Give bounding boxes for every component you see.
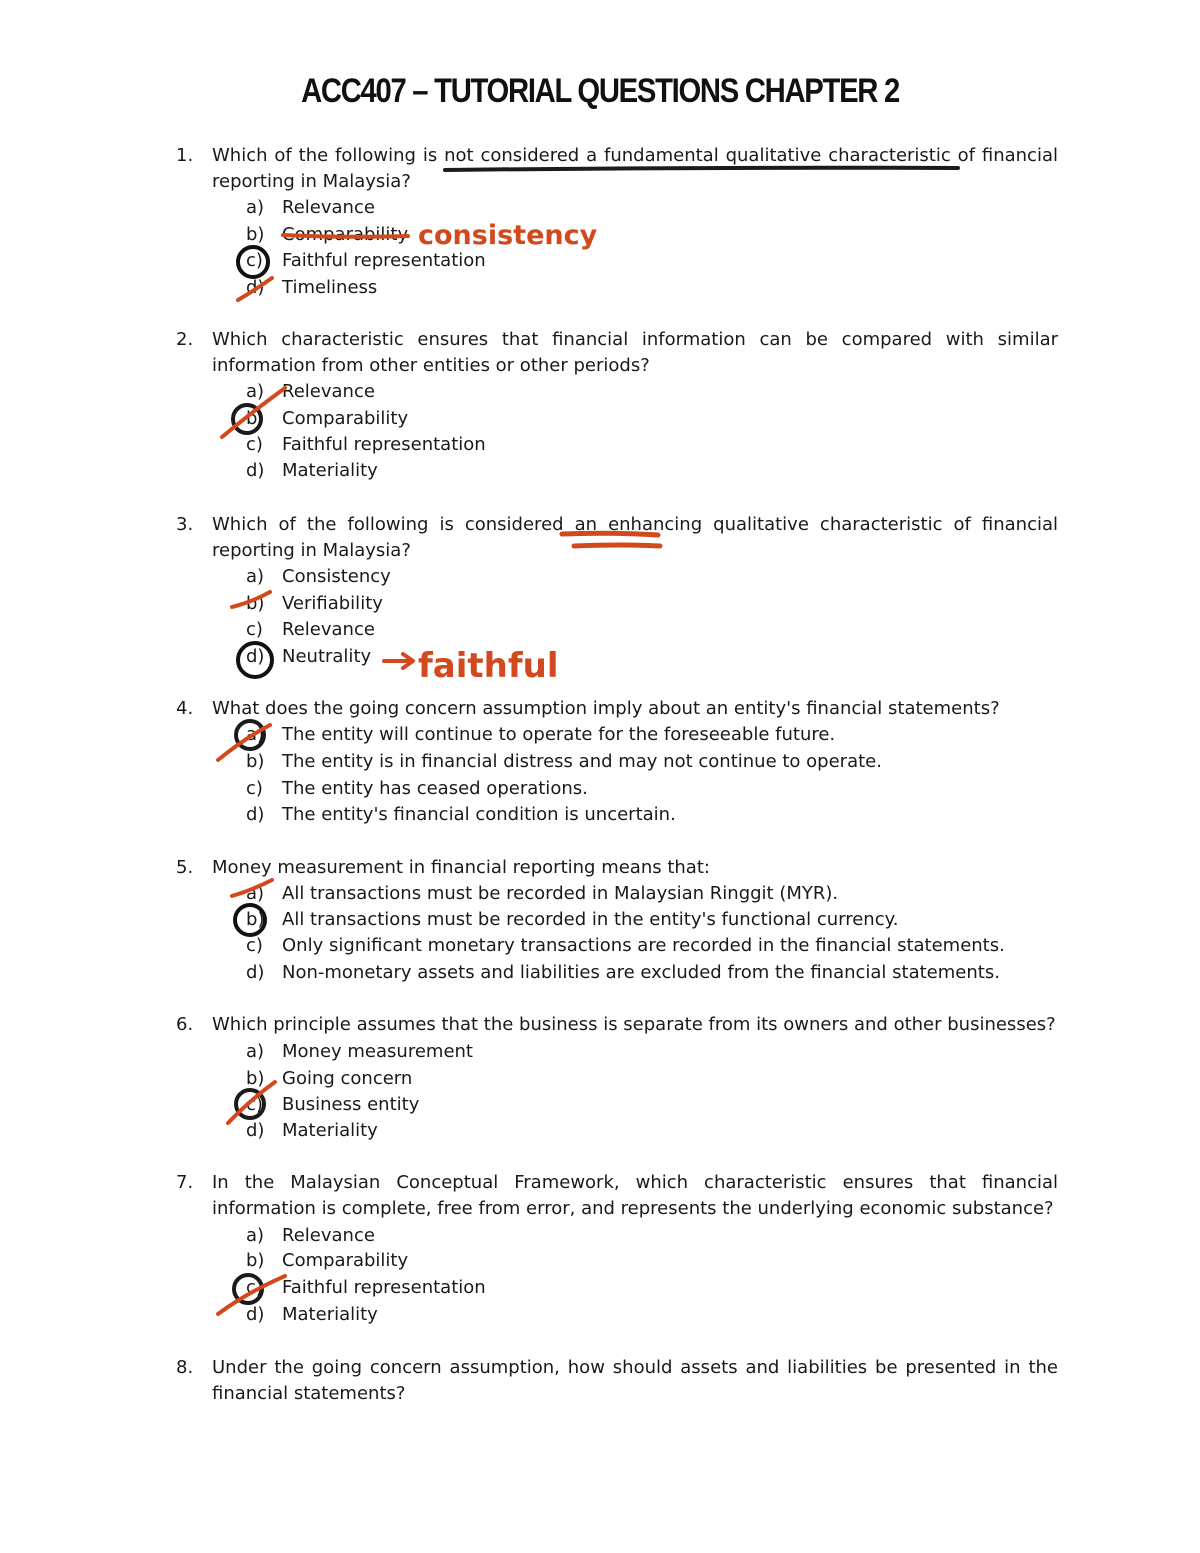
- question-number: 2.: [176, 329, 194, 350]
- option-letter: d): [246, 277, 265, 298]
- option-d: [0, 1118, 1000, 1144]
- option-letter: c): [246, 619, 263, 640]
- option-letter: c): [246, 1094, 263, 1115]
- option-a: [0, 1039, 1000, 1065]
- option-a: [0, 1223, 1000, 1249]
- option-c: [0, 933, 1005, 959]
- option-text: The entity's financial condition is uncertain.: [282, 804, 676, 825]
- question-number: 6.: [176, 1014, 194, 1035]
- question-text: Which principle assumes that the business is separate from its owners and other businesses?: [212, 1014, 1056, 1035]
- option-text: Materiality: [282, 1120, 378, 1141]
- option-c: [0, 248, 1000, 274]
- option-letter: b): [246, 1068, 265, 1089]
- option-letter: d): [246, 804, 265, 825]
- question-number: 5.: [176, 857, 194, 878]
- option-text: Relevance: [282, 619, 375, 640]
- option-letter: b): [246, 593, 265, 614]
- option-text: Relevance: [282, 197, 375, 218]
- option-text: All transactions must be recorded in the entity's functional currency.: [282, 909, 899, 930]
- option-letter: d): [246, 460, 265, 481]
- option-c: [0, 776, 1000, 802]
- question-text: What does the going concern assumption imply about an entity's financial statements?: [212, 698, 1000, 719]
- option-text: Going concern: [282, 1068, 413, 1089]
- option-letter: d): [246, 1120, 265, 1141]
- option-text: Comparability: [282, 1250, 409, 1271]
- question-number: 7.: [176, 1172, 194, 1193]
- option-text: Comparability: [282, 224, 409, 245]
- option-letter: c): [246, 434, 263, 455]
- option-text: Relevance: [282, 381, 375, 402]
- option-d: [0, 275, 1000, 301]
- option-a: [0, 564, 1000, 590]
- option-c: [0, 1092, 1000, 1118]
- option-b: [0, 1248, 1000, 1274]
- option-c: [0, 1275, 1000, 1301]
- option-text: The entity has ceased operations.: [282, 778, 588, 799]
- option-text: Consistency: [282, 566, 391, 587]
- question-text: Which of the following is not considered a fundamental qualitative characteristic of financial reporting in Malaysia?: [212, 145, 1058, 192]
- option-b: [0, 591, 1000, 617]
- option-letter: a): [246, 381, 265, 402]
- question-number: 3.: [176, 514, 194, 535]
- option-a: [0, 881, 1000, 907]
- option-letter: a): [246, 724, 265, 745]
- option-d: [0, 802, 1000, 828]
- handwritten-note-consistency: consistency: [418, 220, 598, 251]
- option-c: [0, 617, 1000, 643]
- option-letter: b): [246, 408, 265, 429]
- option-letter: a): [246, 197, 265, 218]
- option-letter: b): [246, 909, 265, 930]
- question-text: In the Malaysian Conceptual Framework, which characteristic ensures that financial information is complete, free from error, and represents the underlying economic substance?: [212, 1172, 1058, 1219]
- option-text: Faithful representation: [282, 1277, 486, 1298]
- option-letter: d): [246, 962, 265, 983]
- option-letter: a): [246, 1041, 265, 1062]
- option-a: [0, 379, 1000, 405]
- option-text: The entity will continue to operate for the foreseeable future.: [282, 724, 836, 745]
- question-number: 8.: [176, 1357, 194, 1378]
- option-d: [0, 960, 1000, 986]
- question-text: Money measurement in financial reporting means that:: [212, 857, 710, 878]
- option-a: [0, 195, 1000, 221]
- handwritten-note-faithful: faithful: [418, 646, 559, 686]
- option-text: Materiality: [282, 460, 378, 481]
- option-letter: d): [246, 1304, 265, 1325]
- option-text: Verifiability: [282, 593, 383, 614]
- question-number: 1.: [176, 145, 194, 166]
- option-text: The entity is in financial distress and may not continue to operate.: [282, 751, 882, 772]
- option-text: All transactions must be recorded in Malaysian Ringgit (MYR).: [282, 883, 839, 904]
- option-c: [0, 432, 1000, 458]
- option-text: Business entity: [282, 1094, 420, 1115]
- option-d: [0, 644, 1000, 670]
- option-b: [0, 749, 1000, 775]
- option-text: Non-monetary assets and liabilities are excluded from the financial statements.: [282, 962, 1000, 983]
- option-text: Timeliness: [282, 277, 378, 298]
- option-letter: c): [246, 1277, 263, 1298]
- option-letter: b): [246, 751, 265, 772]
- option-letter: b): [246, 1250, 265, 1271]
- option-b: [0, 222, 1000, 248]
- option-text: Neutrality: [282, 646, 372, 667]
- option-text: Faithful representation: [282, 434, 486, 455]
- option-letter: d): [246, 646, 265, 667]
- question-number: 4.: [176, 698, 194, 719]
- page-title: ACC407 – TUTORIAL QUESTIONS CHAPTER 2: [301, 72, 899, 110]
- option-text: Comparability: [282, 408, 409, 429]
- option-letter: c): [246, 935, 263, 956]
- option-letter: a): [246, 566, 265, 587]
- question-text: Under the going concern assumption, how should assets and liabilities be presented in the financial statements?: [212, 1357, 1058, 1404]
- option-b: [0, 406, 1000, 432]
- option-text: Relevance: [282, 1225, 375, 1246]
- question-text: Which characteristic ensures that financial information can be compared with similar information from other entities or other periods?: [212, 329, 1058, 376]
- option-text: Money measurement: [282, 1041, 473, 1062]
- option-b: [0, 1066, 1000, 1092]
- option-letter: c): [246, 250, 263, 271]
- question-text: Which of the following is considered an enhancing qualitative characteristic of financial reporting in Malaysia?: [212, 514, 1058, 561]
- option-text: Faithful representation: [282, 250, 486, 271]
- option-d: [0, 458, 1000, 484]
- option-d: [0, 1302, 1000, 1328]
- option-b: [0, 907, 1000, 933]
- option-letter: b): [246, 224, 265, 245]
- option-text: Only significant monetary transactions are recorded in the financial statements.: [282, 935, 1005, 956]
- option-letter: a): [246, 883, 265, 904]
- option-letter: a): [246, 1225, 265, 1246]
- option-letter: c): [246, 778, 263, 799]
- option-text: Materiality: [282, 1304, 378, 1325]
- option-a: [0, 722, 1000, 748]
